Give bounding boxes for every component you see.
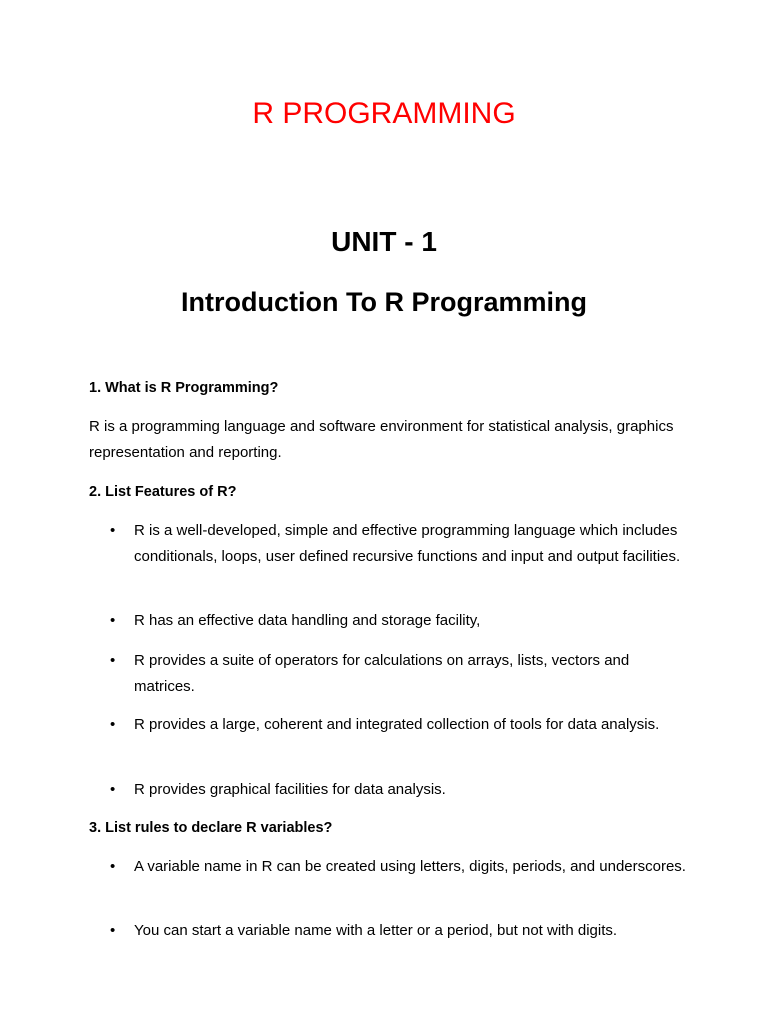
list-item [110,712,690,738]
list-item-text: R is a well-developed, simple and effective programming language which includes conditionals, loops, user defined recursive functions and input and output facilities. [134,522,681,565]
question-1-heading: 1. What is R Programming? [89,380,279,396]
list-item-text: R provides a suite of operators for calculations on arrays, lists, vectors and matrices. [134,652,630,695]
bullet-icon: • [110,612,116,629]
list-item-text: R has an effective data handling and storage facility, [134,612,481,629]
list-item [110,777,690,803]
list-item-text: You can start a variable name with a letter or a period, but not with digits. [134,922,618,939]
list-item [110,854,690,880]
question-3-heading: 3. List rules to declare R variables? [89,820,333,836]
bullet-icon: • [110,781,116,798]
question-2-heading: 2. List Features of R? [89,484,237,500]
bullet-icon: • [110,858,116,875]
bullet-icon: • [110,652,116,669]
list-item-text: R provides graphical facilities for data analysis. [134,781,446,798]
list-item-text: R provides a large, coherent and integrated collection of tools for data analysis. [134,716,660,733]
list-item [110,608,690,634]
list-item [110,648,690,700]
unit-heading: UNIT - 1 [331,226,437,257]
list-item-text: A variable name in R can be created using letters, digits, periods, and underscores. [134,858,686,875]
bullet-icon: • [110,522,116,539]
bullet-icon: • [110,716,116,733]
list-item [110,518,690,570]
document-title: R PROGRAMMING [252,97,516,130]
list-item [110,918,690,944]
answer-1-paragraph: R is a programming language and software environment for statistical analysis, graphics representation and reporting. [89,418,674,461]
unit-title: Introduction To R Programming [181,287,587,317]
bullet-icon: • [110,922,116,939]
